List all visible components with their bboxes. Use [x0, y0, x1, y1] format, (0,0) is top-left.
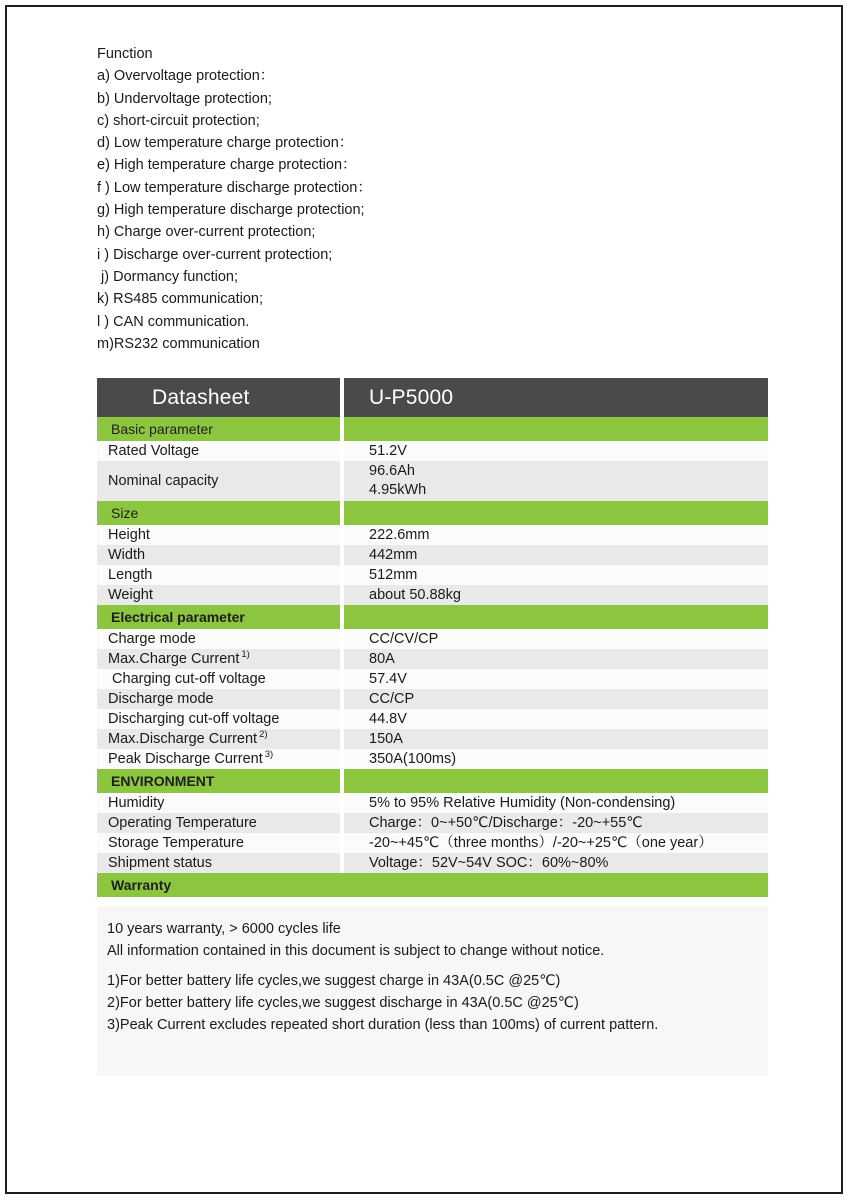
function-heading: Function — [97, 46, 153, 62]
row-label: Max.Charge Current $^{1)}$ — [108, 648, 250, 667]
row-label-cell — [97, 709, 340, 729]
row-label: Shipment status — [108, 854, 212, 871]
row-value: 222.6mm — [369, 526, 430, 543]
row-label-cell — [97, 585, 340, 605]
table-row — [97, 565, 768, 585]
function-item: f ) Low temperature discharge protection： — [97, 179, 372, 196]
row-value: 57.4V — [369, 670, 407, 687]
section-title: ENVIRONMENT — [111, 773, 215, 789]
row-label-cell — [97, 749, 340, 769]
function-item: c) short-circuit protection; — [97, 112, 260, 129]
table-row — [97, 833, 768, 853]
footnote-panel — [97, 906, 768, 1076]
footnote-spacer — [107, 962, 768, 970]
row-value-cell — [344, 585, 768, 605]
numbered-notes — [107, 970, 768, 1036]
row-label: Peak Discharge Current $^{3)}$ — [108, 748, 274, 767]
row-label: Width — [108, 546, 146, 563]
section-row — [97, 417, 768, 441]
row-value-cell — [344, 565, 768, 585]
row-value: 44.8V — [369, 710, 407, 727]
section-row — [97, 769, 768, 793]
warranty-lines — [107, 918, 768, 962]
section-value-cell — [344, 501, 768, 525]
table-row — [97, 813, 768, 833]
table-row — [97, 689, 768, 709]
function-item: g) High temperature discharge protection; — [97, 202, 365, 219]
row-label: Charging cut-off voltage — [108, 670, 266, 687]
footnote-marker: 1) — [241, 648, 250, 660]
row-label-cell — [97, 629, 340, 649]
section-title: Basic parameter — [111, 421, 213, 437]
row-value-cell — [344, 689, 768, 709]
table-row — [97, 729, 768, 749]
section-value-cell — [344, 605, 768, 629]
section-label-cell — [97, 417, 340, 441]
row-value-cell — [344, 793, 768, 813]
row-value: CC/CP — [369, 690, 415, 707]
footnote-marker: 2) — [259, 728, 268, 740]
warranty-line: All information contained in this document is subject to change without notice. — [107, 943, 605, 959]
row-label-cell — [97, 833, 340, 853]
section-value-cell — [344, 417, 768, 441]
row-label: Charge mode — [108, 630, 196, 647]
row-value: 512mm — [369, 566, 418, 583]
table-row — [97, 649, 768, 669]
page-border — [5, 5, 843, 1194]
function-item: j) Dormancy function; — [97, 268, 239, 285]
section-row — [97, 501, 768, 525]
row-label-cell — [97, 545, 340, 565]
row-value-cell — [344, 853, 768, 873]
section-label-cell — [97, 605, 340, 629]
row-label: Nominal capacity — [108, 472, 219, 489]
function-item: i ) Discharge over-current protection; — [97, 246, 333, 263]
section-label-cell — [97, 501, 340, 525]
row-label: Discharge mode — [108, 690, 214, 707]
table-row — [97, 669, 768, 689]
row-value: -20~+45℃（three months）/-20~+25℃（one year） — [369, 834, 713, 851]
numbered-note: 3)Peak Current excludes repeated short duration (less than 100ms) of current pattern. — [107, 1017, 659, 1033]
row-label: Height — [108, 526, 150, 543]
row-label-cell — [97, 461, 340, 501]
function-item: e) High temperature charge protection： — [97, 157, 357, 174]
row-value-cell — [344, 649, 768, 669]
row-value: 150A — [369, 730, 403, 747]
footnote-marker: 3) — [264, 748, 274, 760]
table-row — [97, 749, 768, 769]
row-value-cell — [344, 669, 768, 689]
row-label-cell — [97, 793, 340, 813]
page-content — [7, 7, 841, 1192]
datasheet-table — [97, 378, 768, 897]
row-value-cell — [344, 833, 768, 853]
row-value: 5% to 95% Relative Humidity (Non-condensing) — [369, 794, 676, 811]
row-value-cell — [344, 525, 768, 545]
function-item: a) Overvoltage protection： — [97, 68, 275, 85]
warranty-bar-label: Warranty — [111, 877, 172, 893]
row-value: CC/CV/CP — [369, 630, 439, 647]
row-label: Weight — [108, 586, 153, 603]
table-row — [97, 853, 768, 873]
numbered-note: 1)For better battery life cycles,we suggest charge in 43A(0.5C @25℃) — [107, 973, 561, 989]
row-value-cell — [344, 813, 768, 833]
row-label-cell — [97, 813, 340, 833]
numbered-note: 2)For better battery life cycles,we suggest discharge in 43A(0.5C @25℃) — [107, 995, 579, 1011]
row-value-cell — [344, 441, 768, 461]
row-value-cell — [344, 709, 768, 729]
row-label-cell — [97, 525, 340, 545]
function-item: l ) CAN communication. — [97, 313, 250, 330]
row-value: 96.6Ah — [369, 463, 415, 479]
table-header-row — [97, 378, 768, 417]
header-value-cell — [344, 378, 768, 417]
row-value: 80A — [369, 650, 395, 667]
row-value-cell — [344, 629, 768, 649]
header-label-cell — [97, 378, 340, 417]
warranty-bar — [97, 873, 768, 897]
table-row — [97, 585, 768, 605]
row-value-cell — [344, 545, 768, 565]
table-row — [97, 525, 768, 545]
model-name: U-P5000 — [369, 386, 454, 409]
row-value: about 50.88kg — [369, 586, 461, 603]
row-value: Charge：0~+50℃/Discharge：-20~+55℃ — [369, 814, 643, 831]
function-items — [97, 65, 757, 355]
section-value-cell — [344, 769, 768, 793]
row-value-cell — [344, 749, 768, 769]
row-label-cell — [97, 853, 340, 873]
row-label: Operating Temperature — [108, 814, 257, 831]
table-row — [97, 441, 768, 461]
row-label: Discharging cut-off voltage — [108, 710, 280, 727]
row-value: 442mm — [369, 546, 418, 563]
datasheet-body — [97, 417, 768, 873]
section-title: Electrical parameter — [111, 609, 245, 625]
function-item: d) Low temperature charge protection： — [97, 135, 354, 152]
row-label: Rated Voltage — [108, 442, 200, 459]
table-row — [97, 709, 768, 729]
table-row — [97, 793, 768, 813]
row-label: Humidity — [108, 794, 165, 811]
section-title: Size — [111, 505, 139, 521]
row-label: Length — [108, 566, 153, 583]
row-label-cell — [97, 649, 340, 669]
function-item: h) Charge over-current protection; — [97, 224, 316, 241]
row-label-cell — [97, 565, 340, 585]
datasheet-title: Datasheet — [152, 386, 250, 409]
row-value: 350A(100ms) — [369, 750, 457, 767]
row-value: Voltage：52V~54V SOC：60%~80% — [369, 854, 609, 871]
table-row — [97, 545, 768, 565]
row-label-cell — [97, 729, 340, 749]
row-value-cell — [344, 729, 768, 749]
table-row — [97, 461, 768, 501]
section-label-cell — [97, 769, 340, 793]
row-value-cell — [344, 461, 768, 501]
row-label: Max.Discharge Current $^{2)}$ — [108, 728, 268, 747]
row-label: Storage Temperature — [108, 834, 244, 851]
row-value: 51.2V — [369, 442, 407, 459]
warranty-line: 10 years warranty, > 6000 cycles life — [107, 921, 341, 937]
table-row — [97, 629, 768, 649]
section-row — [97, 605, 768, 629]
row-label-cell — [97, 441, 340, 461]
row-value: 4.95kWh — [369, 482, 427, 498]
function-list — [97, 43, 757, 355]
function-item: m)RS232 communication — [97, 335, 260, 352]
row-label-cell — [97, 689, 340, 709]
function-item: b) Undervoltage protection; — [97, 90, 272, 107]
row-label-cell — [97, 669, 340, 689]
function-item: k) RS485 communication; — [97, 291, 264, 308]
